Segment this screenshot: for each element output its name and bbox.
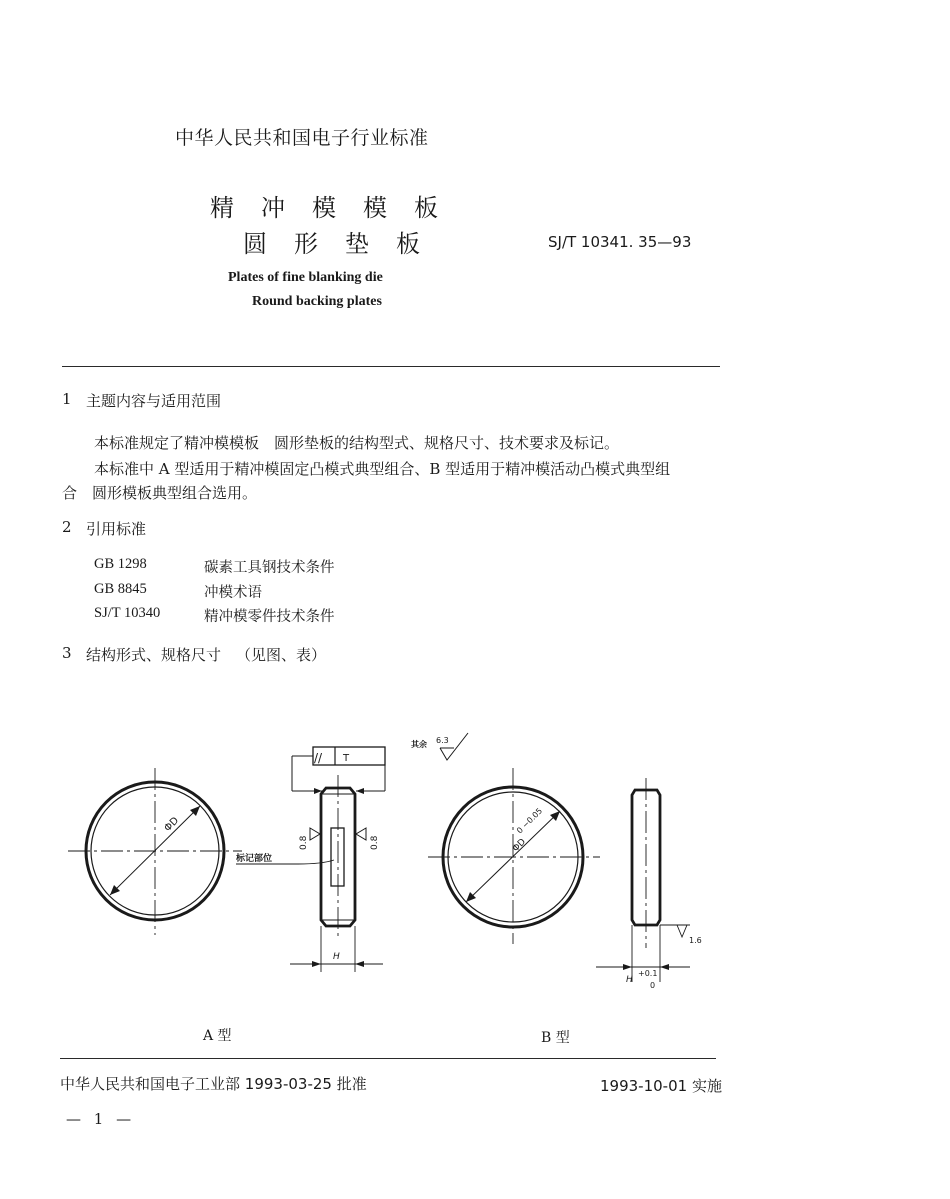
section-1-paragraph-1: 本标准规定了精冲模模板 圆形垫板的结构型式、规格尺寸、技术要求及标记。 [94, 434, 620, 452]
reference-name: 冲模术语 [204, 585, 262, 601]
roughness-rest-value: 6.3 [436, 736, 449, 745]
roughness-b-value: 1.6 [689, 936, 702, 945]
section-2-number: 2 [62, 518, 72, 536]
height-b-label: H [626, 975, 633, 985]
standard-organization: 中华人民共和国电子行业标准 [175, 127, 429, 149]
parallelism-symbol: // [314, 751, 323, 765]
page-number: — 1 — [66, 1110, 136, 1128]
section-3-heading: 结构形式、规格尺寸 [86, 646, 222, 664]
height-b-tol-upper: +0.1 [638, 969, 658, 978]
english-title-2: Round backing plates [252, 294, 382, 309]
height-a-label: H [333, 952, 340, 962]
section-3-number: 3 [62, 644, 72, 662]
reference-name: 碳素工具钢技术条件 [204, 560, 335, 576]
reference-code: GB 8845 [94, 581, 147, 597]
section-1-paragraph-3: 合 圆形模板典型组合选用。 [62, 484, 258, 502]
roughness-a-left: 0.8 [299, 835, 309, 850]
type-a-label: A 型 [203, 1028, 232, 1044]
section-1-number: 1 [62, 390, 72, 408]
header-divider [62, 366, 720, 367]
type-b-label: B 型 [541, 1030, 570, 1046]
footer-divider [60, 1058, 716, 1059]
roughness-a-right: 0.8 [370, 835, 380, 850]
type-a-plan-view [68, 768, 242, 935]
title-line-1: 精冲模模板 [210, 194, 465, 222]
diameter-a-label: ΦD [162, 815, 182, 835]
technical-drawing [0, 700, 950, 1070]
reference-code: SJ/T 10340 [94, 605, 161, 621]
marking-position-label: 标记部位 [236, 854, 273, 864]
height-b-tol-lower: 0 [650, 981, 656, 990]
section-2-heading: 引用标准 [86, 520, 147, 538]
standard-number: SJ/T 10341. 35—93 [548, 233, 692, 251]
roughness-rest-label: 其余 [411, 740, 427, 749]
reference-code: GB 1298 [94, 556, 147, 572]
section-1-paragraph-2: 本标准中 A 型适用于精冲模固定凸模式典型组合、B 型适用于精冲模活动凸模式典型组 [94, 460, 671, 478]
diameter-b-label: ΦD [511, 837, 529, 855]
type-b-plan-view [428, 768, 600, 944]
section-3-note: （见图、表） [236, 646, 327, 664]
implementation-date: 1993-10-01 实施 [600, 1077, 722, 1095]
section-1-heading: 主题内容与适用范围 [86, 392, 222, 410]
title-line-2: 圆形垫板 [243, 230, 447, 258]
reference-name: 精冲模零件技术条件 [204, 609, 335, 625]
diameter-b-tolerance: 0 −0.05 [515, 806, 545, 836]
type-b-side-view [596, 778, 690, 982]
approval-line: 中华人民共和国电子工业部 1993-03-25 批准 [60, 1075, 367, 1093]
english-title-1: Plates of fine blanking die [228, 270, 383, 285]
datum-reference: T [343, 753, 350, 764]
